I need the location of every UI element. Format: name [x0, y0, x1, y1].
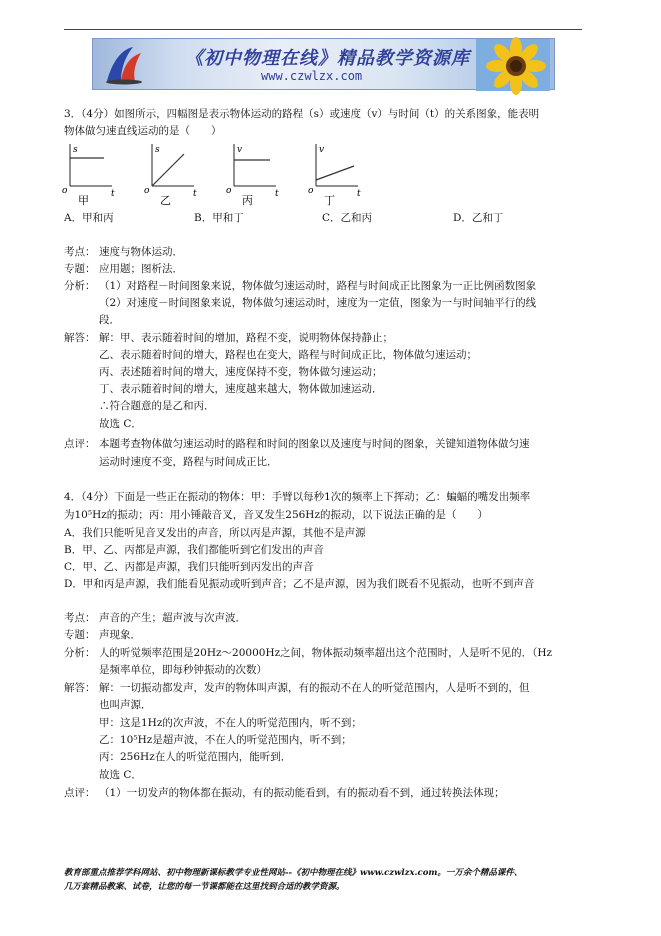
q3-stem-line2: 物体做匀速直线运动的是（ ）: [64, 125, 222, 137]
q3-jieda-line: 解：甲、表示随着时间的增加，路程不变，说明物体保持静止；: [99, 332, 393, 344]
q4-option-a: A．我们只能听见音叉发出的声音，所以丙是声源，其他不是声源: [64, 527, 366, 539]
q4-jieda-line: 解：一切振动都发声，发声的物体叫声源，有的振动不在人的听觉范围内，人是听不到的，但: [99, 682, 530, 694]
q4-dianping-label: 点评：: [64, 787, 96, 799]
graph-axis-label: s: [155, 145, 160, 155]
q3-fenxi-label: 分析：: [64, 280, 96, 292]
q3-option-c: C．乙和丙: [322, 212, 373, 224]
q4-option-b: B．甲、乙、丙都是声源，我们都能听到它们发出的声音: [64, 544, 324, 556]
graph-origin: o: [62, 186, 68, 196]
graph-origin: o: [144, 186, 150, 196]
q3-jieda-line: ∴符合题意的是乙和丙．: [99, 400, 215, 412]
q4-jieda-line: 乙：10⁵Hz是超声波，不在人的听觉范围内，听不到；: [99, 734, 352, 746]
q4-jieda-label: 解答：: [64, 682, 96, 694]
q4-fenxi-line: 人的听觉频率范围是20Hz～20000Hz之间，物体振动频率超出这个范围时，人是听不见的．（Hz: [99, 647, 553, 659]
q3-graphs: [60, 140, 360, 208]
q3-fenxi-line: （1）对路程－时间图象来说，物体做匀速运动时，路程与时间成正比图象为一正比例函数图象: [99, 280, 537, 292]
graph-name: 甲: [78, 194, 89, 207]
graph-t-label: t: [193, 189, 197, 199]
q3-option-b: B．甲和丁: [194, 212, 244, 224]
q4-jieda-line: 也叫声源．: [99, 699, 152, 711]
graph-origin: o: [226, 186, 232, 196]
q3-jieda-label: 解答：: [64, 332, 96, 344]
header-rule: [64, 29, 582, 30]
q3-stem-line1: 3．（4分）如图所示，四幅图是表示物体运动的路程（s）或速度（v）与时间（t）的关系图象，能表明: [64, 108, 540, 120]
q3-dianping-line: 本题考查物体做匀速运动时的路程和时间的图象以及速度与时间的图象，关键知道物体做匀速: [99, 438, 530, 450]
graph-name: 乙: [160, 194, 171, 207]
q4-zhuanti-label: 专题：: [64, 629, 96, 641]
q4-fenxi-line: 是频率单位，即每秒钟振动的次数）: [99, 664, 267, 676]
sunflower-icon: [476, 39, 550, 91]
graph-name: 丁: [324, 194, 335, 207]
q3-zhuanti-label: 专题：: [64, 263, 96, 275]
q4-stem-line1: 4．（4分）下面是一些正在振动的物体：甲：手臂以每秒1次的频率上下挥动；乙：蝙蝠的嘴发出频率: [64, 491, 531, 503]
graph-axis-label: v: [237, 145, 243, 155]
banner-url: www.czwlzx.com: [261, 69, 363, 83]
q3-jieda-line: 故选 C．: [99, 418, 142, 430]
q3-zhuanti: 应用题；图析法．: [99, 263, 183, 275]
q3-option-a: A．甲和丙: [64, 212, 114, 224]
q4-dianping-line: （1）一切发声的物体都在振动，有的振动能看到，有的振动看不到，通过转换法体现；: [99, 787, 505, 799]
site-banner: [92, 38, 555, 90]
footer-line2: 几万套精品教案、试卷，让您的每一节课都能在这里找到合适的教学资源。: [64, 882, 345, 892]
q4-kaodian-label: 考点：: [64, 612, 96, 624]
q4-jieda-line: 故选 C．: [99, 769, 142, 781]
q3-jieda-line: 丙、表述随着时间的增大，速度保持不变，物体做匀速运动；: [99, 366, 383, 378]
q3-kaodian-label: 考点：: [64, 246, 96, 258]
q3-dianping-label: 点评：: [64, 438, 96, 450]
q3-option-d: D．乙和丁: [453, 212, 504, 224]
graph-name: 丙: [242, 194, 253, 207]
graph-t-label: t: [111, 189, 115, 199]
q4-option-c: C．甲、乙、丙都是声源，我们只能听到丙发出的声音: [64, 561, 314, 573]
q4-zhuanti: 声现象．: [99, 629, 141, 641]
q4-option-d: D．甲和丙是声源，我们能看见振动或听到声音；乙不是声源，因为我们既看不见振动，也听不到声音: [64, 578, 535, 590]
q4-stem-line2: 为10⁵Hz的振动；丙：用小锤敲音叉，音叉发生256Hz的振动，以下说法正确的是（ ）: [64, 509, 488, 521]
q4-jieda-line: 丙：256Hz在人的听觉范围内，能听到．: [99, 751, 292, 763]
q3-kaodian: 速度与物体运动．: [99, 246, 183, 258]
q3-fenxi-line: （2）对速度－时间图象来说，物体做匀速运动时，速度为一定值，图象为一与时间轴平行的线: [99, 297, 537, 309]
banner-title: 《初中物理在线》精品教学资源库: [185, 48, 470, 69]
footer-line1: 教育部重点推荐学科网站、初中物理新课标教学专业性网站--《初中物理在线》www.czwlzx.com。一万余个精品课件、: [64, 868, 523, 878]
q4-jieda-line: 甲：这是1Hz的次声波，不在人的听觉范围内，听不到；: [99, 717, 362, 729]
graph-yi: [144, 144, 197, 207]
graph-bing: [226, 144, 279, 207]
q3-jieda-line: 丁、表示随着时间的增大，速度越来越大，物体做加速运动．: [99, 383, 383, 395]
graph-origin: o: [308, 186, 314, 196]
q4-fenxi-label: 分析：: [64, 647, 96, 659]
q3-jieda-line: 乙、表示随着时间的增大，路程也在变大，路程与时间成正比，物体做匀速运动；: [99, 349, 477, 361]
q3-fenxi-line: 段．: [99, 314, 120, 326]
graph-axis-label: v: [319, 145, 325, 155]
graph-t-label: t: [275, 189, 279, 199]
graph-axis-label: s: [73, 145, 78, 155]
graph-t-label: t: [357, 189, 361, 199]
graph-jia: [62, 144, 115, 207]
q4-kaodian: 声音的产生；超声波与次声波．: [99, 612, 246, 624]
q3-dianping-line: 运动时速度不变，路程与时间成正比．: [99, 456, 278, 468]
graph-ding: [308, 144, 361, 207]
site-logo-icon: [103, 45, 145, 85]
